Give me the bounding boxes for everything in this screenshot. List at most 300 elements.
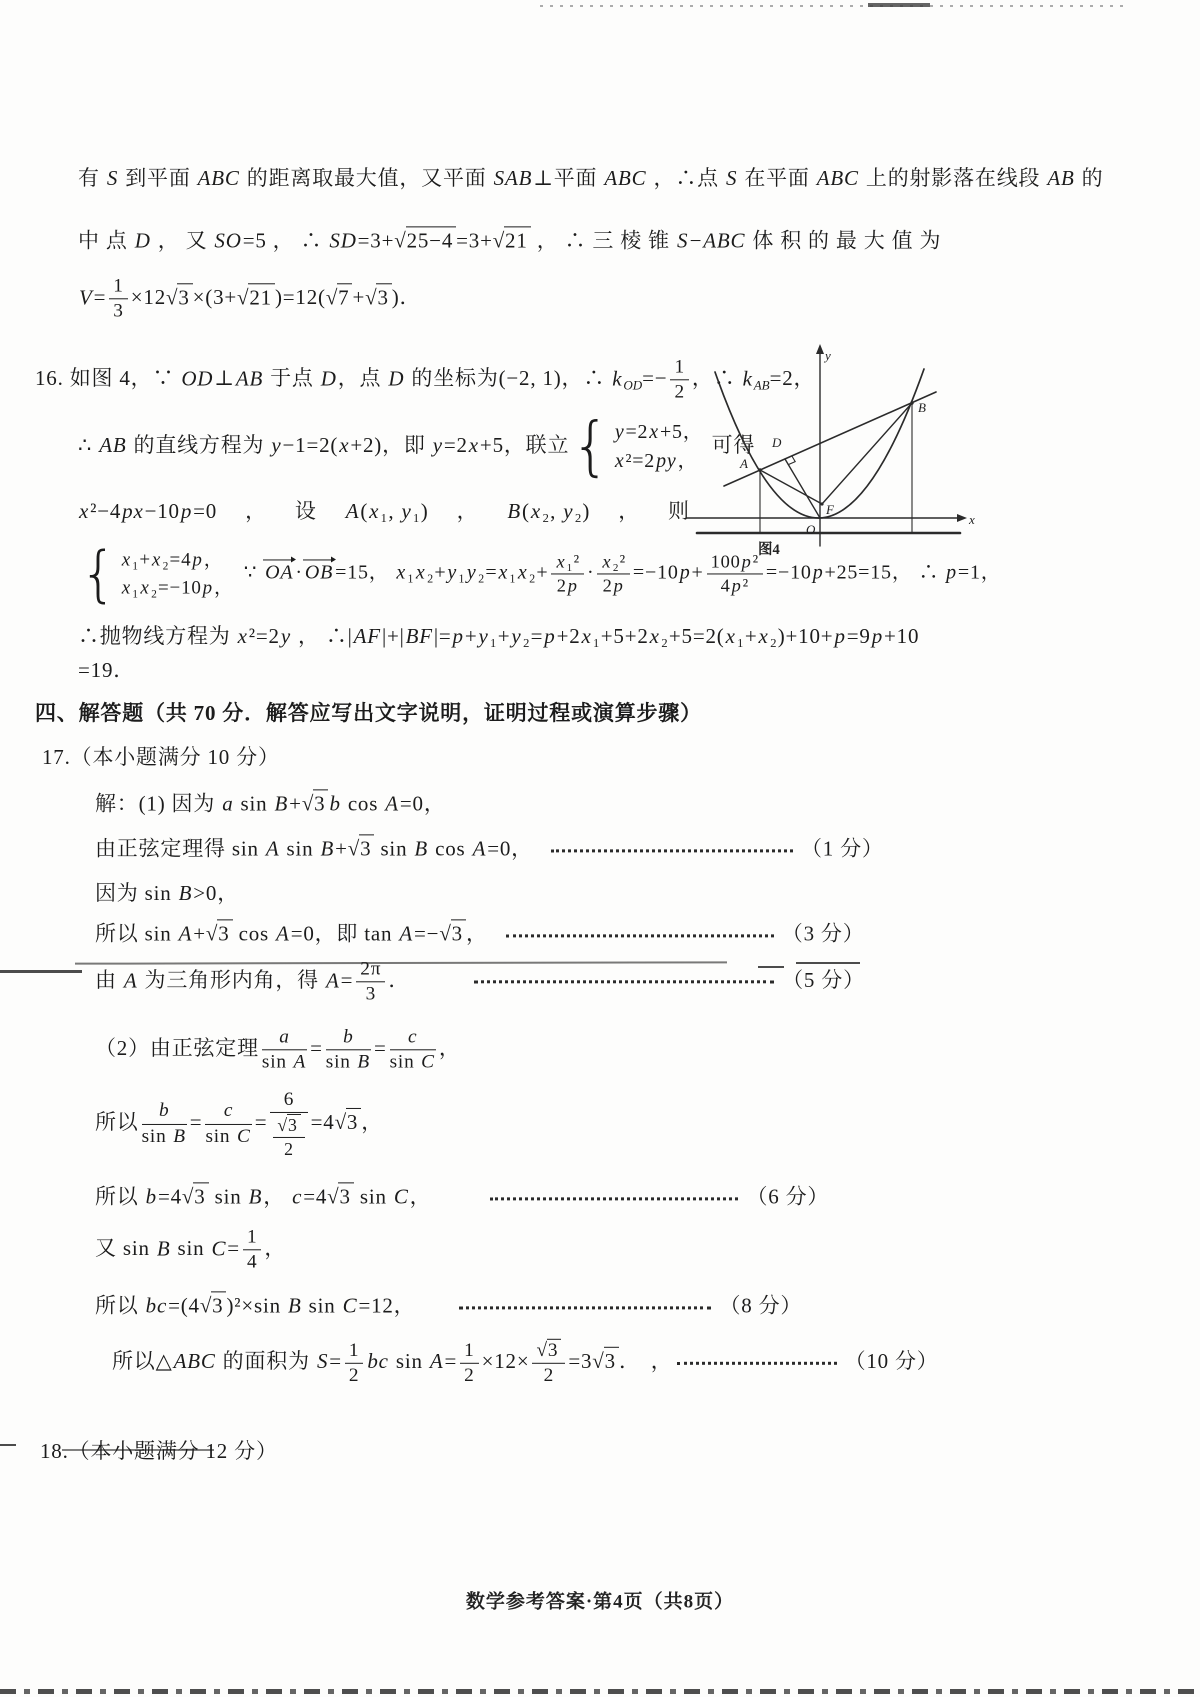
text-run: 2 [556,575,567,596]
radical [326,283,353,310]
text-run: 因为 sin [95,880,178,905]
math-variable: ABC [197,165,240,190]
math-variable: y [271,432,282,457]
text-run: 1 [246,1226,258,1248]
denominator [109,300,127,323]
text-run: +10 [884,623,920,648]
numerator [597,551,630,574]
math-variable: A [123,967,138,992]
text-run: cos [232,921,276,946]
text-run: 所以 [95,1109,139,1134]
text-run: 6 [283,1088,295,1110]
radical [237,283,275,310]
math-variable: p [741,551,752,572]
point-a [758,468,761,471]
radical-sign: √ [237,284,250,309]
math-variable: A [399,921,414,946]
math-variable: a [222,791,234,816]
math-variable: y [432,432,443,457]
radicand: 3 [547,1339,561,1362]
text-run: ² [742,575,749,596]
math-variable: A [472,836,487,861]
text-run: =3 [568,1348,593,1373]
denominator [356,983,385,1006]
radical-sign: √ [301,791,315,816]
math-variable: B [274,791,289,816]
page-footer: 数学参考答案·第4页（共8页） [465,1591,735,1613]
math-variable: x [725,623,736,648]
text-run: =−10 [632,561,679,584]
radicand: 25−4 [406,226,457,253]
text-run: ₁ [131,577,140,598]
text-run: 在平面 [738,165,816,190]
math-variable: B [507,498,522,523]
text-run: （8 分） [719,1293,803,1318]
dotted-leader [677,1362,837,1365]
math-variable: BF [405,623,433,648]
text-run: 的距离取最大值，又平面 [240,165,493,190]
math-variable: AF [353,623,381,648]
text-run: 的坐标为(−2, 1)，∴ [405,365,612,390]
text-run: = [373,1035,387,1060]
text-run: ₂+ [528,561,549,584]
text-run: + [352,284,366,309]
radicand: 3 [211,1291,226,1318]
denominator [270,1113,307,1159]
text-run: ， [618,498,641,523]
denominator [532,1364,565,1387]
line-q17-heading [42,744,280,770]
text-run: +25=15， ∴ [824,561,946,584]
math-variable: b [329,791,341,816]
line-q18-heading [40,1438,278,1464]
math-variable: B [248,1184,263,1209]
line-q17-angle-a [95,958,865,1005]
numerator [262,1026,307,1050]
text-run: =1， [957,561,1002,584]
radicand: 3 [451,919,466,946]
math-variable: x [758,623,769,648]
text-run: ₂= [522,623,544,648]
text-run: ， [409,1184,432,1209]
text-run: ， ∴| [291,623,353,648]
math-variable: D [134,228,151,253]
fraction [205,1100,251,1147]
radical [277,1114,300,1135]
text-run: =3+ [456,228,493,253]
text-run: 则 [668,498,690,523]
math-variable: p [731,575,742,596]
text-run: ×12× [481,1348,530,1373]
text-run: sin [280,836,320,861]
math-variable: c [292,1184,303,1209]
text-run: 3 [113,300,124,322]
text-run: =15， [335,561,396,584]
math-variable: x [498,561,509,584]
math-variable: x [468,432,479,457]
radicand: 3 [287,1114,301,1135]
math-variable: C [421,1051,435,1073]
text-run: ₂+ [426,561,447,584]
text-run: =9 [846,623,871,648]
text-run: ²−4 [90,498,122,523]
label-origin: O [806,522,816,537]
parabola-figure [672,336,982,560]
text-run: ∴ [78,432,99,457]
text-run: 的面积为 [216,1348,316,1373]
text-run: = [227,1235,240,1260]
label-point-b: B [918,400,926,415]
text-run: ₁+ [131,549,151,571]
line-q16-line-eq [78,408,756,484]
math-variable: x [140,577,150,598]
text-run: + [289,791,302,816]
radicand: 3 [346,1108,361,1135]
segment-od [785,459,820,518]
math-variable: S [316,1348,329,1373]
math-variable: bc [367,1348,389,1373]
line-q16-quadratic [78,498,690,524]
math-variable: S [725,165,738,190]
text-run: （1 分） [800,836,884,861]
text-run: ⊥ [214,365,235,390]
text-run: 由 [95,967,123,992]
text-run: 1 [348,1339,360,1361]
text-run: 16. 如图 4，∵ [35,365,181,390]
text-run: 的 [1075,165,1104,190]
text-run: ₁) [412,498,429,523]
math-variable: x [369,498,380,523]
text-run: +5，联立 [479,432,570,457]
text-run: =0，即 tan [290,921,399,946]
text-run: ， [438,1035,461,1060]
math-variable: y [466,561,477,584]
dotted-leader [459,1306,711,1309]
numerator [205,1100,251,1124]
math-variable: SAB [493,165,533,190]
radicand: 3 [313,789,328,816]
fraction [273,1114,304,1159]
text-run: ₁² [566,551,580,572]
text-run: sin [261,1051,293,1073]
math-variable: ABC [816,165,859,190]
radical [302,789,329,816]
math-variable: B [173,1125,186,1147]
text-run: +5， [659,421,704,444]
math-variable: c [408,1026,418,1048]
text-run: 于点 [264,365,320,390]
denominator [142,1124,187,1147]
denominator [262,1051,307,1074]
radicand: 3 [338,1182,353,1209]
math-variable: bc [145,1293,168,1318]
fraction [597,551,630,596]
radical-sign: √ [365,284,378,309]
y-axis-arrow [816,344,824,354]
text-run: ，∴ [691,365,742,390]
dotted-leader [551,849,793,852]
text-run: =2 [443,432,468,457]
radicand: 3 [604,1347,619,1374]
math-variable: A [265,836,280,861]
point-b [910,401,913,404]
radicand: 7 [337,283,352,310]
text-run: =− [642,365,668,390]
math-variable: c [223,1100,234,1122]
math-variable: px [122,498,144,523]
text-run: sin [374,836,414,861]
cases-rows [121,546,234,601]
numerator [356,958,385,982]
numerator [243,1226,261,1250]
text-run: =3+ [357,228,395,253]
text-run: （2）由正弦定理 [95,1035,259,1060]
radical [536,1339,561,1362]
text-run: =(4 [168,1293,200,1318]
text-run: ₁+ [736,623,758,648]
math-variable: y [563,498,574,523]
radicand: 3 [359,834,374,861]
text-run: ． [618,1348,641,1373]
text-run: 所以△ [112,1348,173,1373]
figure-4 [672,336,982,560]
denominator [273,1138,304,1159]
math-variable: p [812,561,824,584]
math-variable: A [293,1051,307,1073]
text-run: ， [213,577,234,598]
text-run: =0， [399,791,446,816]
math-variable: p [452,623,464,648]
radical [348,834,375,861]
radical-sign: √ [334,1109,347,1134]
fraction [142,1100,187,1147]
text-run: ₁, [380,498,401,523]
numerator [142,1100,187,1124]
math-variable: x [121,577,131,598]
text-run: ( [522,498,530,523]
text-run: ₁+ [489,623,511,648]
text-run: ₁+5+2 [592,623,649,648]
text-run: 的直线方程为 [127,432,271,457]
math-variable: B [357,1051,370,1073]
text-run: =0， [487,836,533,861]
text-run: （10 分） [844,1348,939,1373]
math-variable: x [415,561,426,584]
math-variable: p [871,623,884,648]
math-variable: y [614,421,625,444]
math-variable: OD [181,365,214,390]
cases-row [121,574,234,602]
denominator [326,1051,371,1074]
radical [166,283,193,310]
math-variable: B [414,836,429,861]
text-run: =12， [358,1293,416,1318]
text-run: 设 [294,498,317,523]
line-q15-midpoint [78,226,941,253]
line-q17-part2 [95,1026,461,1073]
text-run: 2 [602,575,613,596]
math-variable: a [279,1026,290,1048]
point-f [820,502,823,505]
text-run: ×(3+ [192,284,238,309]
math-variable: x [581,623,592,648]
text-run: )=12( [274,284,326,309]
math-variable: C [211,1235,227,1260]
text-run: ₂)+10+ [769,623,834,648]
denominator [551,575,584,597]
text-run: =−10 [765,561,812,584]
text-run: ∴抛物线方程为 [78,623,237,648]
text-run: （6 分） [746,1184,830,1209]
text-run: 有 [78,165,106,190]
fraction [532,1339,565,1387]
math-variable: x [396,561,407,584]
numerator [390,1026,436,1050]
text-run: ₂² [612,551,626,572]
numerator [326,1026,371,1050]
math-variable: C [393,1184,409,1209]
text-run: 体 积 的 最 大 值 为 [746,228,942,253]
radicand: 3 [177,283,192,310]
numerator [345,1339,363,1363]
text-run: 四、解答题（共 70 分．解答应写出文字说明，证明过程或演算步骤） [35,700,702,725]
radical-sign: √ [327,1184,340,1209]
denominator [460,1364,478,1387]
text-run: sin [302,1293,342,1318]
segment-af [760,470,822,504]
text-run: 2 [674,381,685,403]
math-variable: x [79,498,90,523]
line-q17-bc-expr [95,1182,829,1209]
radical [206,919,233,946]
numerator [460,1339,478,1363]
text-run: ₂, [541,498,563,523]
math-variable: p [544,623,556,648]
cases-row [121,546,234,574]
text-run: |= [433,623,452,648]
dotted-leader [506,934,774,937]
line-q17-bc-value [95,1291,802,1318]
math-variable: x [556,551,566,572]
text-run: sin [234,791,274,816]
text-run: ²=2 [248,623,280,648]
text-run: +2 [556,623,581,648]
text-run: 2 [543,1365,555,1386]
text-run: = [254,1109,268,1134]
math-variable: AB [99,432,127,457]
text-run: = [189,1109,203,1134]
dotted-leader [474,981,774,984]
text-run: 中 点 [78,228,134,253]
math-variable: ABC [173,1348,216,1373]
text-run: sin [208,1184,248,1209]
text-run: = [329,1348,342,1373]
brace: { [571,408,611,484]
radical [439,919,466,946]
text-run: =− [414,921,440,946]
text-run: =4 [157,1184,182,1209]
math-variable: x [530,498,541,523]
math-variable: SO [214,228,242,253]
math-variable: k [742,365,753,390]
math-variable: y [511,623,522,648]
text-run: ， [456,498,479,523]
math-variable: b [158,1100,170,1122]
label-point-d: D [772,435,782,450]
text-run: sin [171,1235,211,1260]
fraction [326,1026,371,1073]
text-run: ， [203,549,224,571]
text-run: 2π [360,958,382,980]
text-run: + [464,623,478,648]
radicand: 3 [193,1182,208,1209]
radical-sign: √ [492,228,506,253]
math-variable: A [429,1348,444,1373]
text-run: ∵ [243,561,264,584]
fraction [262,1026,307,1073]
text-run: ， [263,1184,292,1209]
numerator [273,1114,304,1137]
numerator [532,1339,565,1364]
fraction [356,958,385,1005]
math-variable: V [79,284,93,309]
radical-sign: √ [181,1184,195,1209]
text-run: ₁ [458,561,466,584]
scan-artifact-left-margin-dash [0,970,82,973]
text-run: 4 [720,575,731,596]
text-run: sin [205,1125,237,1147]
text-run: cos [429,836,472,861]
text-run: ， ∴ 三 棱 锥 [530,228,676,253]
radicand: 3 [376,283,391,310]
radical-sign: √ [439,921,452,946]
text-run: = [340,967,354,992]
subscript: AB [753,377,770,393]
radical [335,1108,362,1135]
text-run: ，点 [337,365,388,390]
radical-sign: √ [347,836,361,861]
radical-sign: √ [536,1339,548,1361]
math-variable: D [388,365,405,390]
math-variable: x [649,421,659,444]
fraction [109,275,127,322]
text-run: ， [245,498,267,523]
math-variable: x [649,623,660,648]
math-variable: SD [329,228,357,253]
scan-artifact-top-right-mark [868,3,930,7]
line-q17-sine-rule [95,834,884,861]
text-run: · [586,561,595,584]
fraction [390,1026,436,1073]
text-run: sin [325,1051,357,1073]
text-run: ， [677,450,699,472]
text-run: cos [341,791,385,816]
math-variable: p [567,575,578,596]
text-run: ² [752,551,759,572]
fraction [270,1089,307,1159]
text-run: = [310,1035,323,1060]
line-q16-parabola [78,623,919,649]
text-run: ₂+5=2( [660,623,725,648]
cases-group [80,538,234,610]
text-run: sin [353,1184,393,1209]
text-run: + [193,921,206,946]
text-run: = [93,284,107,309]
section-four-heading [35,700,702,726]
dotted-leader [490,1197,738,1200]
math-variable: x [602,551,612,572]
math-variable: B [320,836,335,861]
